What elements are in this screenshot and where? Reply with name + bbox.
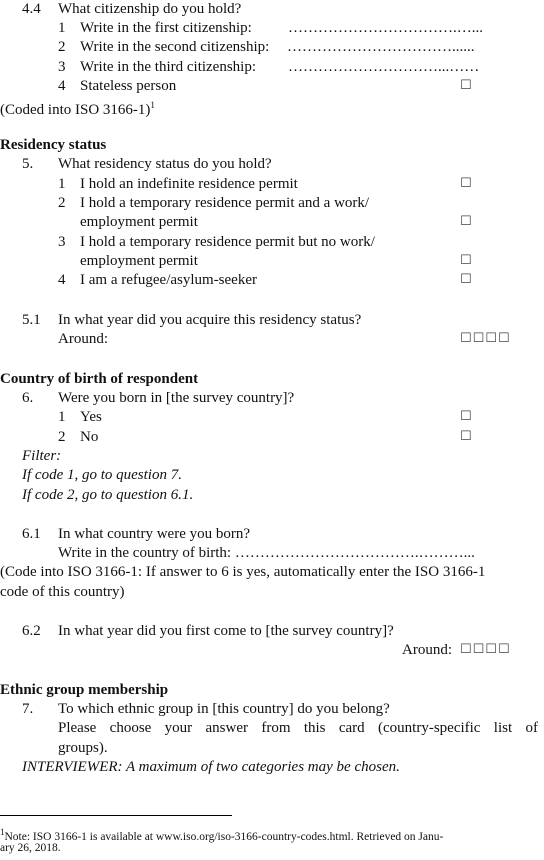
coding-note: (Code into ISO 3166-1: If answer to 6 is yes, automatically enter the ISO 3166-1	[0, 564, 486, 580]
write-in-line[interactable]: …………………………...……	[288, 59, 480, 75]
checkbox[interactable]: ☐	[460, 429, 472, 444]
question-number: 4.4	[22, 1, 41, 17]
option-code: 1	[58, 409, 66, 425]
option-label: Write in the third citizenship:	[80, 59, 257, 75]
question-instruction: Please choose your answer from this card (country-specific list of	[58, 720, 538, 736]
option-code: 2	[58, 39, 66, 55]
checkbox[interactable]: ☐	[460, 78, 472, 93]
question-number: 6.1	[22, 526, 41, 542]
checkbox[interactable]: ☐	[460, 176, 472, 191]
question-number: 5.1	[22, 312, 41, 328]
option-label: I hold a temporary residence permit and a work/	[80, 195, 370, 211]
option-label: Yes	[80, 409, 102, 425]
write-in-line[interactable]: ……………………………......	[287, 39, 475, 55]
question-text: In what year did you first come to [the survey country]?	[58, 623, 394, 639]
question-number: 6.2	[22, 623, 41, 639]
coding-note: (Coded into ISO 3166-1)$^1$	[0, 100, 155, 118]
option-label: I hold an indefinite residence permit	[80, 176, 298, 192]
write-in-line[interactable]: …………………………….…...	[288, 20, 483, 36]
interviewer-note: INTERVIEWER: A maximum of two categories may be chosen.	[22, 759, 400, 775]
question-text: To which ethnic group in [this country] do you belong?	[58, 701, 390, 717]
question-text: In what year did you acquire this residency status?	[58, 312, 362, 328]
around-label: Around:	[58, 331, 108, 347]
question-text: What residency status do you hold?	[58, 156, 272, 172]
question-number: 6.	[22, 390, 34, 406]
option-label: I hold a temporary residence permit but no work/	[80, 234, 375, 250]
year-input-boxes[interactable]: ☐☐☐☐	[460, 642, 511, 657]
question-number: 5.	[22, 156, 34, 172]
question-text: What citizenship do you hold?	[58, 1, 242, 17]
option-label: I am a refugee/asylum-seeker	[80, 272, 257, 288]
option-label: Write in the second citizenship:	[80, 39, 270, 55]
option-code: 3	[58, 59, 66, 75]
question-text: In what country were you born?	[58, 526, 251, 542]
option-label: Stateless person	[80, 78, 177, 94]
option-code: 2	[58, 429, 66, 445]
option-code: 1	[58, 176, 66, 192]
question-instruction: groups).	[58, 740, 108, 756]
footnote-marker: 1	[0, 827, 5, 837]
filter-label: Filter:	[22, 448, 62, 464]
checkbox[interactable]: ☐	[460, 214, 472, 229]
option-code: 4	[58, 272, 66, 288]
option-code: 2	[58, 195, 66, 211]
option-label: employment permit	[80, 253, 198, 269]
question-number: 7.	[22, 701, 34, 717]
option-label: No	[80, 429, 99, 445]
option-label: Write in the first citizenship:	[80, 20, 252, 36]
section-heading: Ethnic group membership	[0, 682, 169, 698]
option-code: 4	[58, 78, 66, 94]
section-heading: Country of birth of respondent	[0, 371, 199, 387]
footnote-text: ary 26, 2018.	[0, 842, 61, 854]
footnote-marker: 1	[150, 100, 155, 110]
write-in-line[interactable]: Write in the country of birth: ……………………………….………...	[58, 545, 475, 561]
year-input-boxes[interactable]: ☐☐☐☐	[460, 331, 511, 346]
checkbox[interactable]: ☐	[460, 253, 472, 268]
footnote-text: $^1$Note: ISO 3166-1 is available at www.iso.org/iso-3166-country-codes.html. Retrieved on Janu-	[0, 827, 444, 843]
checkbox[interactable]: ☐	[460, 409, 472, 424]
question-text: Were you born in [the survey country]?	[58, 390, 295, 406]
filter-instruction: If code 2, go to question 6.1.	[22, 487, 194, 503]
option-label: employment permit	[80, 214, 198, 230]
checkbox[interactable]: ☐	[460, 272, 472, 287]
option-code: 1	[58, 20, 66, 36]
filter-instruction: If code 1, go to question 7.	[22, 467, 182, 483]
footnote-divider	[0, 815, 232, 816]
section-heading: Residency status	[0, 137, 107, 153]
around-label: Around:	[402, 642, 452, 658]
coding-note: code of this country)	[0, 584, 125, 600]
option-code: 3	[58, 234, 66, 250]
